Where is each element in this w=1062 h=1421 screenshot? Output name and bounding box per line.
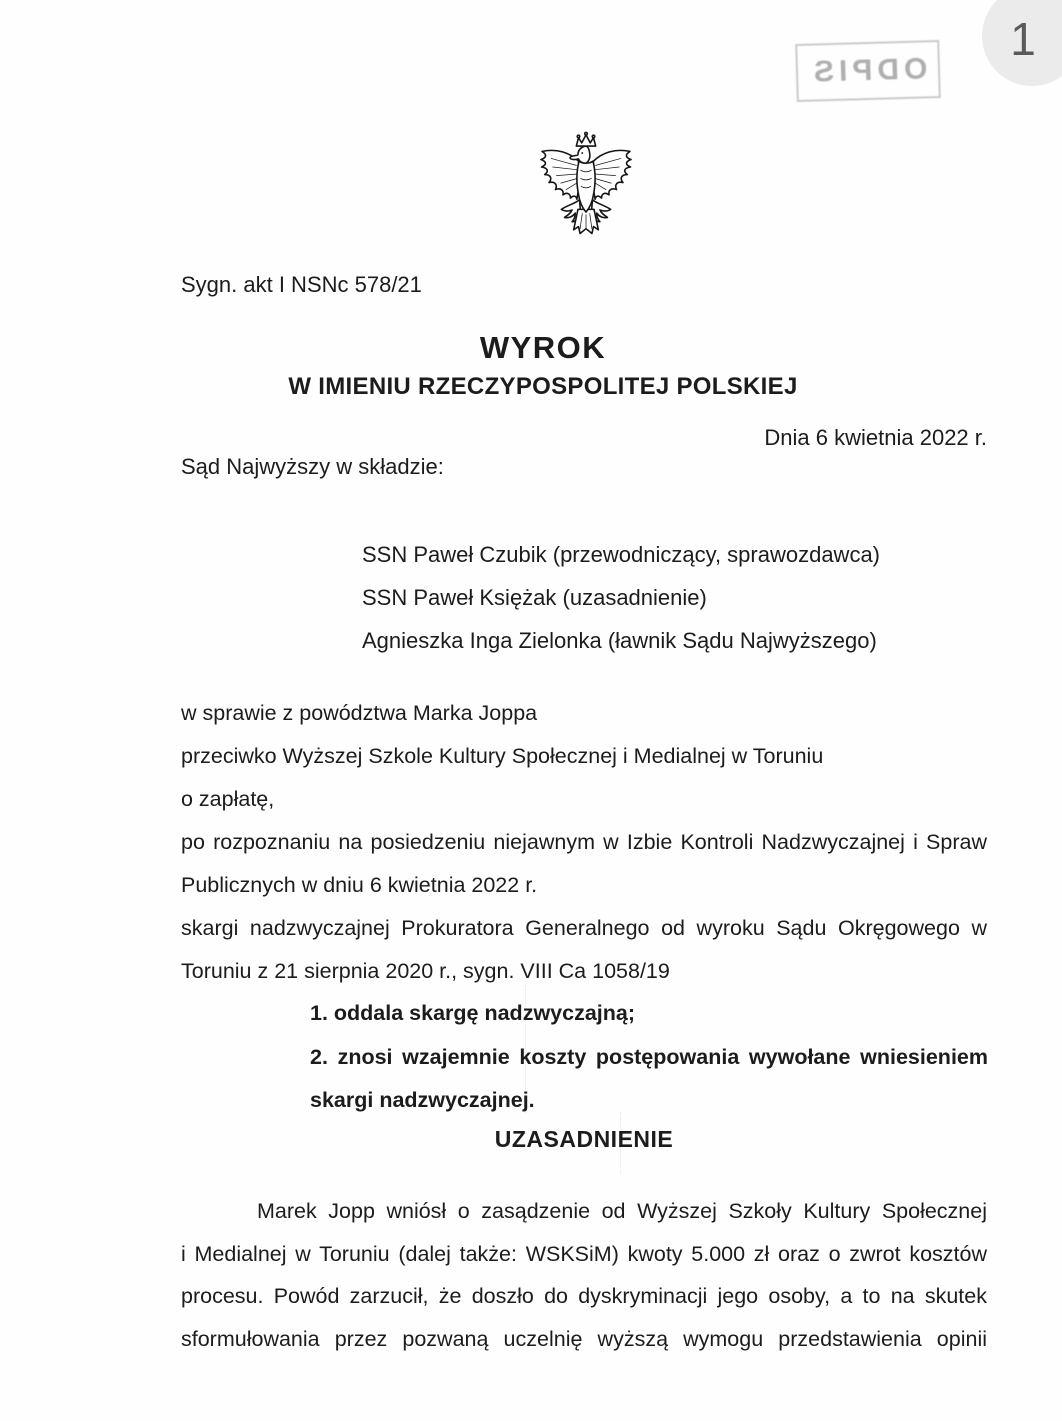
- odpis-stamp-text: ODPIS: [808, 52, 928, 89]
- ruling-line: 1. oddala skargę nadzwyczajną;: [310, 1001, 636, 1025]
- odpis-stamp: [795, 40, 941, 102]
- case-description-line: w sprawie z powództwa Marka Joppa: [181, 701, 538, 725]
- justification-line: i Medialnej w Toruniu (dalej także: WSKSiM) kwoty 5.000 zł oraz o zwrot kosztów: [181, 1241, 987, 1266]
- case-description-line: przeciwko Wyższej Szkole Kultury Społecznej i Medialnej w Toruniu: [181, 744, 824, 768]
- judgment-subtitle: W IMIENIU RZECZYPOSPOLITEJ POLSKIEJ: [288, 373, 798, 400]
- judgment-title: WYROK: [479, 330, 607, 365]
- justification-line: sformułowania przez pozwaną uczelnię wyższą wymogu przedstawienia opinii: [181, 1327, 987, 1352]
- justification-paragraph: [181, 1190, 987, 1361]
- judge-line: SSN Paweł Księżak (uzasadnienie): [362, 585, 707, 610]
- judge-line: Agnieszka Inga Zielonka (ławnik Sądu Najwyższego): [362, 628, 877, 653]
- case-description: [181, 692, 987, 993]
- judge-line: SSN Paweł Czubik (przewodniczący, sprawozdawca): [362, 542, 881, 567]
- justification-line: Marek Jopp wniósł o zasądzenie od Wyższej Szkoły Kultury Społecznej: [257, 1199, 987, 1223]
- court-composition-intro: Sąd Najwyższy w składzie:: [181, 454, 444, 479]
- title-block: [0, 330, 1062, 401]
- judges-panel: [362, 533, 880, 662]
- ruling-block: [310, 992, 988, 1123]
- case-description-line: skargi nadzwyczajnej Prokuratora Generalnego od wyroku Sądu Okręgowego w: [181, 916, 987, 940]
- polish-eagle-emblem-icon: [527, 130, 645, 244]
- scan-artifact-line: [620, 1112, 621, 1174]
- justification-heading: UZASADNIENIE: [494, 1126, 674, 1152]
- case-description-line: po rozpoznaniu na posiedzeniu niejawnym w Izbie Kontroli Nadzwyczajnej i Spraw: [181, 830, 987, 854]
- ruling-line: skargi nadzwyczajnej.: [310, 1088, 535, 1112]
- case-description-line: o zapłatę,: [181, 787, 275, 811]
- judgment-date: Dnia 6 kwietnia 2022 r.: [764, 425, 987, 450]
- ruling-line: 2. znosi wzajemnie koszty postępowania wywołane wniesieniem: [310, 1044, 988, 1069]
- case-description-line: Toruniu z 21 sierpnia 2020 r., sygn. VIII Ca 1058/19: [181, 959, 670, 983]
- justification-line: procesu. Powód zarzucił, że doszło do dyskryminacji jego osoby, a to na skutek: [181, 1284, 987, 1309]
- case-description-line: Publicznych w dniu 6 kwietnia 2022 r.: [181, 873, 538, 897]
- page-number: 1: [1010, 13, 1036, 65]
- case-number: Sygn. akt I NSNc 578/21: [181, 272, 422, 297]
- page-number-badge: [982, 0, 1062, 86]
- scan-artifact-line: [525, 985, 526, 1113]
